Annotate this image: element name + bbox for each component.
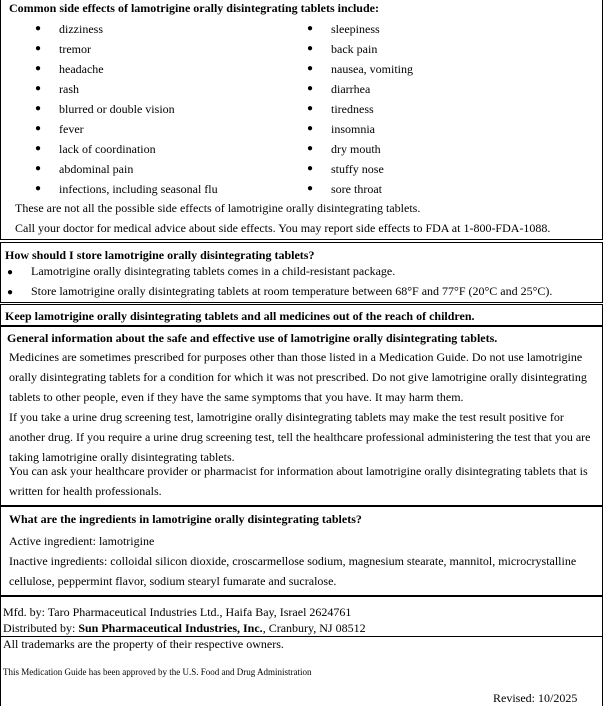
distributor-line: Distributed by: Sun Pharmaceutical Industries, Inc., Cranbury, NJ 08512	[3, 621, 366, 635]
trademarks-line: All trademarks are the property of their respective owners.	[3, 637, 284, 651]
storage-section	[0, 242, 603, 303]
bullet-icon: ●	[35, 63, 42, 74]
bullet-icon: ●	[307, 43, 314, 54]
list-item: ● abdominal pain	[35, 159, 315, 179]
general-info-paragraph-1: Medicines are sometimes prescribed for purposes other than those listed in a Medication Guide. Do not use lamotrigine orally disintegrating tablets for a condition for which it was not prescribed. Do not give lamotrigine orally disintegrating tablets to other people, even if they have the same symptoms that you have. It may harm them.	[9, 350, 587, 404]
general-info-paragraph-2: If you take a urine drug screening test, lamotrigine orally disintegrating tablets may make the test result positive for another drug. If you require a urine drug screening test, tell the healthcare professional administering the test that you are taking lamotrigine orally disintegrating tablets.	[9, 410, 591, 464]
side-effects-right-column	[307, 19, 587, 199]
bullet-icon: ●	[307, 123, 314, 134]
bullet-icon: ●	[35, 83, 42, 94]
list-item: ● back pain	[307, 39, 587, 59]
list-item: ● diarrhea	[307, 79, 587, 99]
list-item: ● rash	[35, 79, 315, 99]
ingredients-heading: What are the ingredients in lamotrigine orally disintegrating tablets?	[9, 512, 362, 526]
inactive-ingredients: Inactive ingredients: colloidal silicon dioxide, croscarmellose sodium, magnesium stearate, mannitol, microcrystalline cellulose, peppermint flavor, sodium stearyl fumarate and sucralose.	[9, 554, 577, 588]
list-item	[7, 261, 13, 283]
bullet-icon: ●	[35, 43, 42, 54]
bullet-icon: ●	[35, 183, 42, 194]
side-effects-left-column	[35, 19, 315, 199]
storage-item-2: Store lamotrigine orally disintegrating tablets at room temperature between 68°F and 77°F (20°C and 25°C).	[31, 284, 553, 298]
bullet-icon: ●	[35, 123, 42, 134]
bullet-icon: ●	[35, 143, 42, 154]
list-item: ● lack of coordination	[35, 139, 315, 159]
side-effects-section	[0, 0, 603, 240]
list-item: ● sore throat	[307, 179, 587, 199]
revised-date: Revised: 10/2025	[493, 691, 578, 705]
storage-heading: How should I store lamotrigine orally disintegrating tablets?	[5, 248, 315, 262]
bullet-icon: ●	[35, 163, 42, 174]
bullet-icon: ●	[35, 23, 42, 34]
keep-away-section	[0, 304, 603, 326]
list-item: ● tiredness	[307, 99, 587, 119]
bullet-icon: ●	[307, 183, 314, 194]
list-item: ● insomnia	[307, 119, 587, 139]
list-item: ● dry mouth	[307, 139, 587, 159]
list-item: ● dizziness	[35, 19, 315, 39]
bullet-icon: ●	[307, 63, 314, 74]
bullet-icon: ●	[307, 83, 314, 94]
list-item: ● tremor	[35, 39, 315, 59]
list-item: ● fever	[35, 119, 315, 139]
bullet-icon: ●	[307, 143, 314, 154]
bullet-icon: ●	[7, 287, 14, 298]
fda-approval-line: This Medication Guide has been approved by the U.S. Food and Drug Administration	[3, 667, 312, 677]
manufacturer-line: Mfd. by: Taro Pharmaceutical Industries Ltd., Haifa Bay, Israel 2624761	[3, 605, 352, 619]
bullet-icon: ●	[307, 163, 314, 174]
active-ingredient: Active ingredient: lamotrigine	[9, 534, 155, 548]
side-effects-note: These are not all the possible side effects of lamotrigine orally disintegrating tablets.	[15, 201, 421, 215]
general-info-paragraph-3: You can ask your healthcare provider or pharmacist for information about lamotrigine orally disintegrating tablets that is written for health professionals.	[9, 464, 588, 498]
general-info-heading: General information about the safe and effective use of lamotrigine orally disintegrating tablets.	[7, 331, 498, 345]
ingredients-section	[0, 506, 603, 596]
list-item: ● nausea, vomiting	[307, 59, 587, 79]
list-item	[7, 281, 13, 303]
keep-away-text: Keep lamotrigine orally disintegrating tablets and all medicines out of the reach of children.	[5, 309, 475, 323]
bullet-icon: ●	[7, 267, 14, 278]
list-item: ● infections, including seasonal flu	[35, 179, 315, 199]
list-item: ● headache	[35, 59, 315, 79]
fda-report-note: Call your doctor for medical advice about side effects. You may report side effects to FDA at 1-800-FDA-1088.	[15, 221, 551, 235]
footer-section	[0, 596, 603, 706]
side-effects-heading: Common side effects of lamotrigine orally disintegrating tablets include:	[9, 1, 379, 15]
bullet-icon: ●	[35, 103, 42, 114]
list-item: ● stuffy nose	[307, 159, 587, 179]
list-item: ● blurred or double vision	[35, 99, 315, 119]
storage-item-1: Lamotrigine orally disintegrating tablets comes in a child-resistant package.	[31, 264, 396, 278]
bullet-icon: ●	[307, 23, 314, 34]
bullet-icon: ●	[307, 103, 314, 114]
list-item: ● sleepiness	[307, 19, 587, 39]
general-info-section	[0, 326, 603, 506]
